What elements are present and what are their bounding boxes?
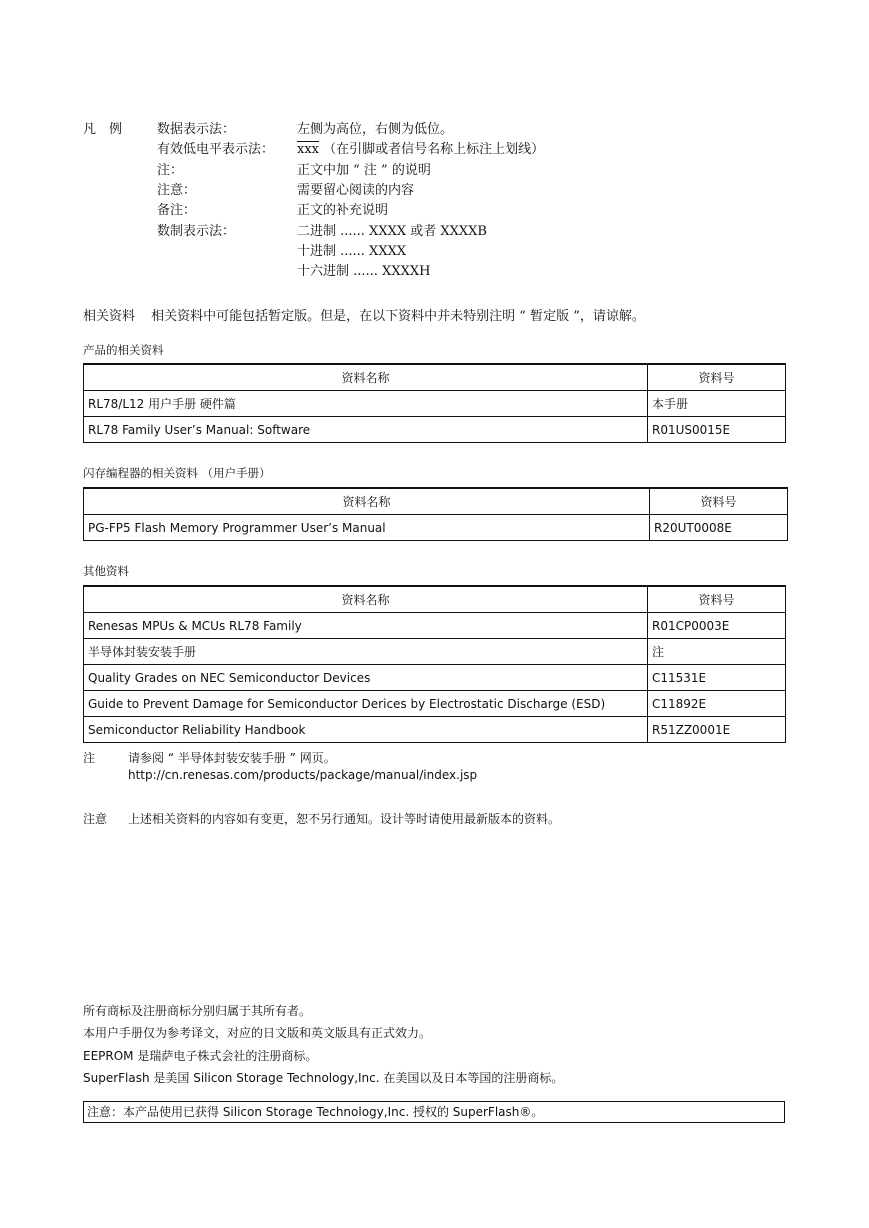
doc-no-cell: R20UT0008E — [650, 515, 788, 541]
trademark-line: SuperFlash 是美国 Silicon Storage Technology,Inc. 在美国以及日本等国的注册商标。 — [83, 1070, 564, 1085]
convention-label: 注意： — [157, 182, 197, 198]
doc-name-cell: RL78/L12 用户手册 硬件篇 — [84, 391, 648, 417]
overline-sample: $\overline{xxx}$ — [297, 142, 319, 158]
doc-no-cell: C11531E — [648, 665, 786, 691]
caution-label: 注意 — [83, 812, 108, 826]
table-row — [84, 665, 786, 691]
doc-name-cell: RL78 Family User’s Manual: Software — [84, 417, 648, 443]
trademark-line: 本用户手册仅为参考译文，对应的日文版和英文版具有正式效力。 — [83, 1026, 432, 1041]
trademark-line: 所有商标及注册商标分别归属于其所有者。 — [83, 1004, 312, 1018]
convention-label: 注： — [157, 162, 184, 178]
related-docs-text: 相关资料中可能包括暂定版。但是，在以下资料中并未特别注明 “ 暂定版 ”，请谅解。 — [151, 309, 645, 324]
doc-no-cell: C11892E — [648, 691, 786, 717]
table-row — [84, 691, 786, 717]
convention-desc: 二进制 ...... XXXX 或者 XXXXB — [297, 223, 487, 239]
doc-name-cell: Quality Grades on NEC Semiconductor Devices — [84, 665, 648, 691]
doc-name-cell: 半导体封装安装手册 — [84, 639, 648, 665]
doc-no-cell: 本手册 — [648, 391, 786, 417]
table-row — [84, 391, 786, 417]
table-header-row — [84, 488, 788, 515]
document-table — [83, 363, 786, 443]
superflash-notice-box: 注意：本产品使用已获得 Silicon Storage Technology,Inc. 授权的 SuperFlash®。 — [83, 1101, 785, 1123]
table-row — [84, 613, 786, 639]
doc-name-cell: Semiconductor Reliability Handbook — [84, 717, 648, 743]
table-header-row — [84, 364, 786, 391]
doc-no-cell: R01US0015E — [648, 417, 786, 443]
doc-name-cell: PG-FP5 Flash Memory Programmer User’s Manual — [84, 515, 650, 541]
header-doc-name: 资料名称 — [84, 364, 648, 391]
footnote-url: http://cn.renesas.com/products/package/manual/index.jsp — [128, 768, 478, 782]
convention-desc: 十六进制 ...... XXXXH — [297, 264, 431, 280]
convention-desc: 左侧为高位，右侧为低位。 — [297, 122, 454, 137]
convention-label: 数据表示法： — [157, 122, 236, 137]
header-doc-no: 资料号 — [650, 488, 788, 515]
doc-name-cell: Renesas MPUs & MCUs RL78 Family — [84, 613, 648, 639]
convention-label: 备注： — [157, 203, 197, 219]
convention-desc — [297, 140, 544, 160]
table-row — [84, 717, 786, 743]
doc-no-cell: R01CP0003E — [648, 613, 786, 639]
convention-desc: 需要留心阅读的内容 — [297, 182, 415, 198]
table-row — [84, 515, 788, 541]
header-doc-no: 资料号 — [648, 586, 786, 613]
document-table — [83, 487, 788, 541]
header-doc-name: 资料名称 — [84, 586, 648, 613]
header-doc-name: 资料名称 — [84, 488, 650, 515]
convention-desc: 正文的补充说明 — [297, 203, 389, 219]
doc-name-cell: Guide to Prevent Damage for Semiconductor Derices by Electrostatic Discharge (ESD) — [84, 691, 648, 717]
caution-text: 上述相关资料的内容如有变更，恕不另行通知。设计等时请使用最新版本的资料。 — [128, 812, 561, 826]
convention-desc: 正文中加 “ 注 ” 的说明 — [297, 162, 431, 178]
table-row — [84, 639, 786, 665]
conventions-block — [83, 120, 643, 285]
doc-no-cell: R51ZZ0001E — [648, 717, 786, 743]
related-docs-label: 相关资料 — [83, 309, 136, 324]
section-title: 其他资料 — [83, 564, 129, 578]
related-docs-line — [83, 305, 645, 324]
convention-label: 有效低电平表示法： — [157, 142, 275, 158]
document-table — [83, 585, 786, 743]
footnote-text: 请参阅 “ 半导体封装安装手册 ” 网页。 — [128, 751, 336, 765]
header-doc-no: 资料号 — [648, 364, 786, 391]
convention-desc-text: （在引脚或者信号名称上标注上划线） — [323, 142, 545, 158]
footnote-label: 注 — [83, 751, 96, 765]
trademark-line: EEPROM 是瑞萨电子株式会社的注册商标。 — [83, 1048, 318, 1063]
conventions-heading: 凡 例 — [83, 122, 123, 137]
convention-label: 数制表示法： — [157, 223, 236, 239]
doc-no-cell: 注 — [648, 639, 786, 665]
table-header-row — [84, 586, 786, 613]
section-title: 闪存编程器的相关资料 （用户手册） — [83, 466, 271, 480]
trademark-block — [83, 1000, 785, 1089]
convention-desc: 十进制 ...... XXXX — [297, 243, 407, 259]
section-title: 产品的相关资料 — [83, 343, 164, 357]
table-row — [84, 417, 786, 443]
